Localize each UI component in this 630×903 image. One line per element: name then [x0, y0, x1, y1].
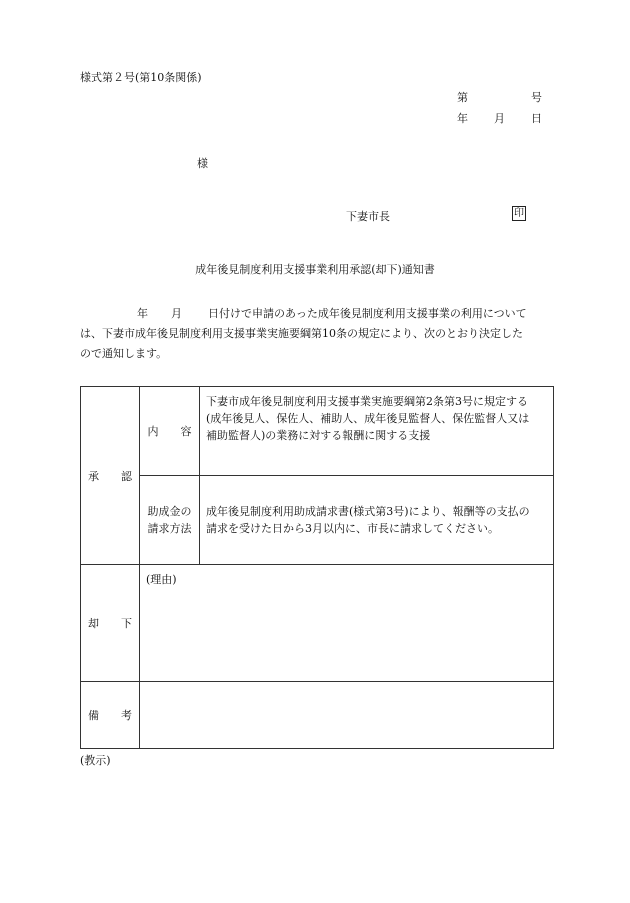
content-line: 補助監督人)の業務に対する報酬に関する支援 — [206, 429, 431, 442]
sender-name: 下妻市長 — [346, 210, 390, 223]
method-line: 請求を受けた日から3月以内に、市長に請求してください。 — [206, 522, 499, 535]
approval-label: 承 認 — [81, 387, 140, 565]
claim-method-text — [200, 476, 554, 565]
table-row — [81, 387, 554, 476]
content-line: 下妻市成年後見制度利用支援事業実施要綱第2条第3号に規定する — [206, 395, 528, 408]
reason-cell — [140, 565, 554, 682]
content-label: 内 容 — [140, 387, 200, 476]
form-number: 様式第２号(第10条関係) — [80, 71, 202, 84]
body-month-label: 月 — [171, 307, 182, 320]
table-row — [81, 682, 554, 749]
body-line-3: ので通知します。 — [80, 347, 168, 360]
rejection-label: 却 下 — [81, 565, 140, 682]
content-text — [200, 387, 554, 476]
table-row — [81, 476, 554, 565]
document-number-label: 第 — [457, 91, 468, 104]
claim-method-label: 助成金の 請求方法 — [140, 476, 200, 565]
remarks-label: 備 考 — [81, 682, 140, 749]
document-title: 成年後見制度利用支援事業利用承認(却下)通知書 — [195, 263, 435, 276]
date-day-label: 日 — [531, 112, 542, 125]
date-year-label: 年 — [457, 112, 468, 125]
date-month-label: 月 — [494, 112, 505, 125]
instruction-notice: (教示) — [80, 754, 111, 767]
remarks-cell — [140, 682, 554, 749]
body-line-1-text: 日付けで申請のあった成年後見制度利用支援事業の利用について — [208, 307, 527, 320]
decision-table — [80, 386, 554, 749]
body-line-2: は、下妻市成年後見制度利用支援事業実施要綱第10条の規定により、次のとおり決定した — [80, 327, 523, 340]
reason-label: (理由) — [146, 573, 177, 586]
table-row — [81, 565, 554, 682]
content-line: (成年後見人、保佐人、補助人、成年後見監督人、保佐監督人又は — [206, 412, 530, 425]
method-line: 成年後見制度利用助成請求書(様式第3号)により、報酬等の支払の — [206, 505, 530, 518]
seal-mark: 印 — [514, 208, 524, 219]
body-line-1 — [80, 304, 555, 324]
body-paragraph — [80, 304, 555, 364]
recipient-honorific: 様 — [197, 157, 208, 170]
document-number-suffix: 号 — [531, 91, 542, 104]
body-year-label: 年 — [137, 307, 148, 320]
